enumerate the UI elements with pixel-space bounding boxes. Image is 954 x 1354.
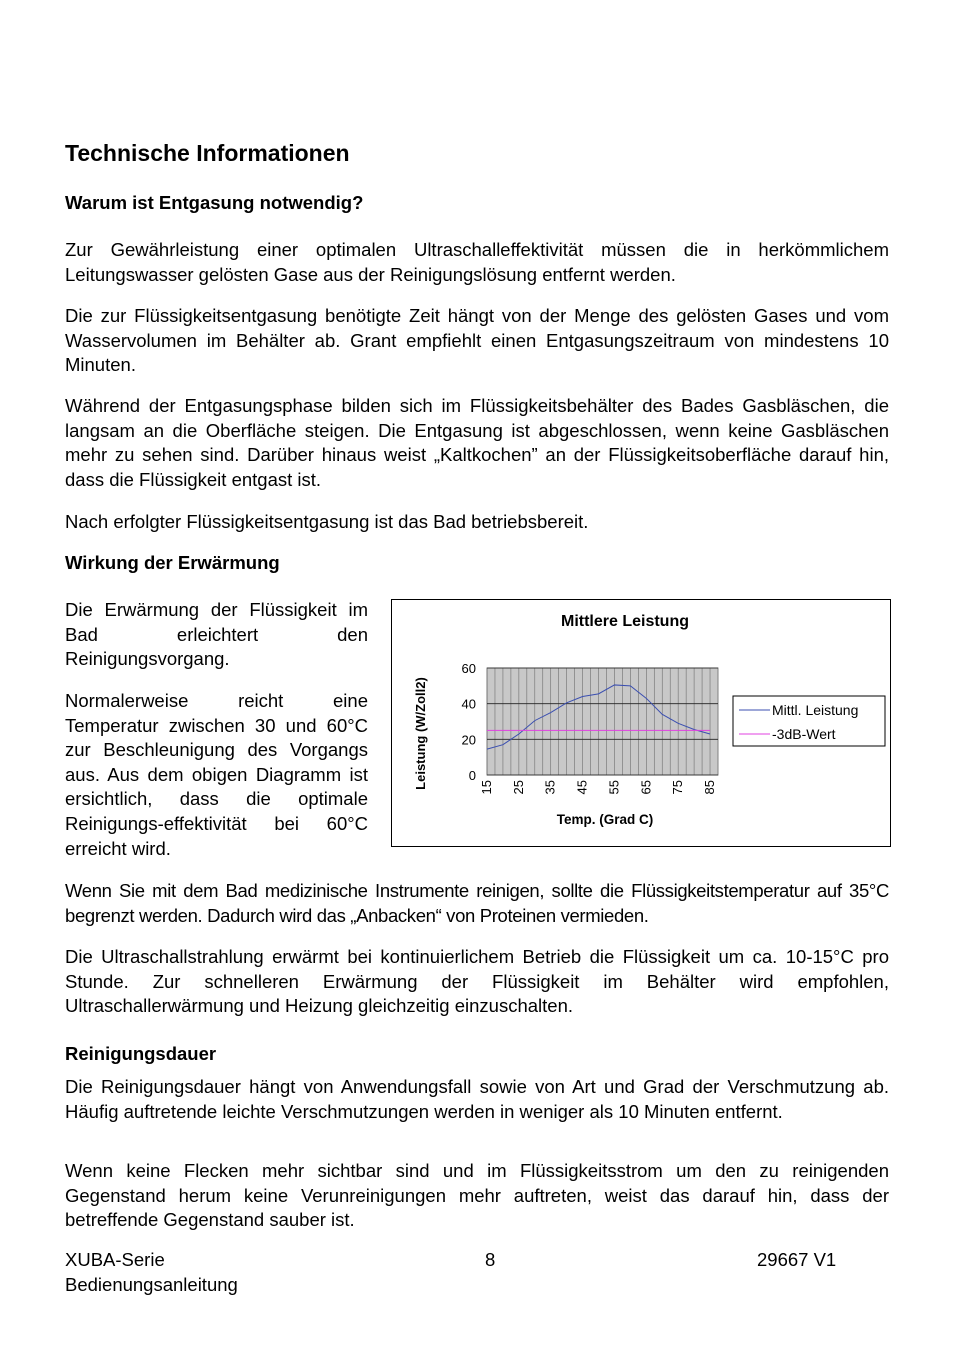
footer-series-name: XUBA-Serie bbox=[65, 1249, 165, 1270]
y-axis-label: Leistung (W/Zoll2) bbox=[413, 677, 428, 790]
paragraph: Wenn Sie mit dem Bad medizinische Instrumente reinigen, sollte die Flüssigkeitstemperatur auf 35°C begrenzt werden. Dadurch wird das „Anbacken“ von Proteinen vermieden. bbox=[65, 880, 889, 926]
paragraph: Die Ultraschallstrahlung erwärmt bei kontinuierlichem Betrieb die Flüssigkeit um ca. 10-15°C pro Stunde. Zur schnelleren Erwärmung der Flüssigkeit im Behälter wird empfohlen, Ultraschallerwärmung und Heizung gleichzeitig einzuschalten. bbox=[65, 946, 889, 1017]
power-chart bbox=[391, 599, 891, 847]
x-tick-label: 35 bbox=[542, 780, 558, 795]
page-number: 8 bbox=[485, 1249, 496, 1270]
paragraph: Während der Entgasungsphase bilden sich im Flüssigkeitsbehälter des Bades Gasbläschen, die langsam an die Oberfläche steigen. Die Entgasung ist abgeschlossen, wenn keine Gasbläschen mehr zu sehen sind. Darüber hinaus weist „Kaltkochen” an der Flüssigkeitsoberfläche darauf hin, dass die Flüssigkeit entgast ist. bbox=[65, 395, 889, 490]
chart-title: Mittlere Leistung bbox=[560, 613, 690, 630]
paragraph: Die zur Flüssigkeitsentgasung benötigte Zeit hängt von der Menge des gelösten Gases und vom Wasservolumen im Behälter ab. Grant empfiehlt einen Entgasungszeitraum von mindestens 10 Minuten. bbox=[65, 305, 889, 376]
x-tick-label: 65 bbox=[638, 780, 654, 795]
x-tick-label: 75 bbox=[670, 780, 686, 795]
legend-label: -3dB-Wert bbox=[772, 726, 836, 742]
paragraph: Normalerweise reicht eine Temperatur zwischen 30 und 60°C zur Beschleunigung des Vorgangs aus. Aus dem obigen Diagramm ist ersichtlich, dass die optimale Reinigungs-effektivität bei 60°C erreicht wird. bbox=[65, 690, 368, 859]
legend-label: Mittl. Leistung bbox=[772, 702, 859, 718]
section-title-erwaermung: Wirkung der Erwärmung bbox=[65, 552, 280, 573]
paragraph: Die Reinigungsdauer hängt von Anwendungsfall sowie von Art und Grad der Verschmutzung ab. Häufig auftretende leichte Verschmutzungen werden in weniger als 10 Minuten entfernt. bbox=[65, 1076, 889, 1122]
y-tick-label: 40 bbox=[461, 696, 476, 712]
x-tick-label: 25 bbox=[510, 780, 526, 795]
section-title-reinigungsdauer: Reinigungsdauer bbox=[65, 1043, 217, 1064]
document-id: 29667 V1 bbox=[757, 1249, 837, 1270]
page-title: Technische Informationen bbox=[65, 140, 350, 166]
paragraph: Wenn keine Flecken mehr sichtbar sind und im Flüssigkeitsstrom um den zu reinigenden Gegenstand herum keine Verunreinigungen mehr auftreten, weist das darauf hin, dass der betreffende Gegenstand sauber ist. bbox=[65, 1160, 889, 1231]
footer-manual-label: Bedienungsanleitung bbox=[65, 1273, 238, 1295]
y-tick-label: 0 bbox=[468, 768, 476, 783]
section-title-entgasung: Warum ist Entgasung notwendig? bbox=[65, 192, 364, 213]
x-tick-label: 55 bbox=[606, 780, 622, 795]
chart-svg bbox=[392, 600, 890, 846]
y-tick-label: 60 bbox=[461, 661, 476, 676]
paragraph: Nach erfolgter Flüssigkeitsentgasung ist das Bad betriebsbereit. bbox=[65, 511, 589, 532]
x-tick-label: 85 bbox=[702, 780, 718, 795]
x-tick-label: 15 bbox=[479, 780, 494, 795]
x-tick-label: 45 bbox=[574, 780, 590, 795]
paragraph: Zur Gewährleistung einer optimalen Ultraschalleffektivität müssen die in herkömmlichem Leitungswasser gelösten Gase aus der Reinigungslösung entfernt werden. bbox=[65, 239, 889, 285]
plot-area bbox=[487, 668, 718, 775]
footer-series bbox=[65, 1248, 238, 1297]
y-tick-label: 20 bbox=[461, 732, 476, 748]
x-axis-label: Temp. (Grad C) bbox=[556, 812, 654, 827]
paragraph: Die Erwärmung der Flüssigkeit im Bad erleichtert den Reinigungsvorgang. bbox=[65, 599, 368, 670]
